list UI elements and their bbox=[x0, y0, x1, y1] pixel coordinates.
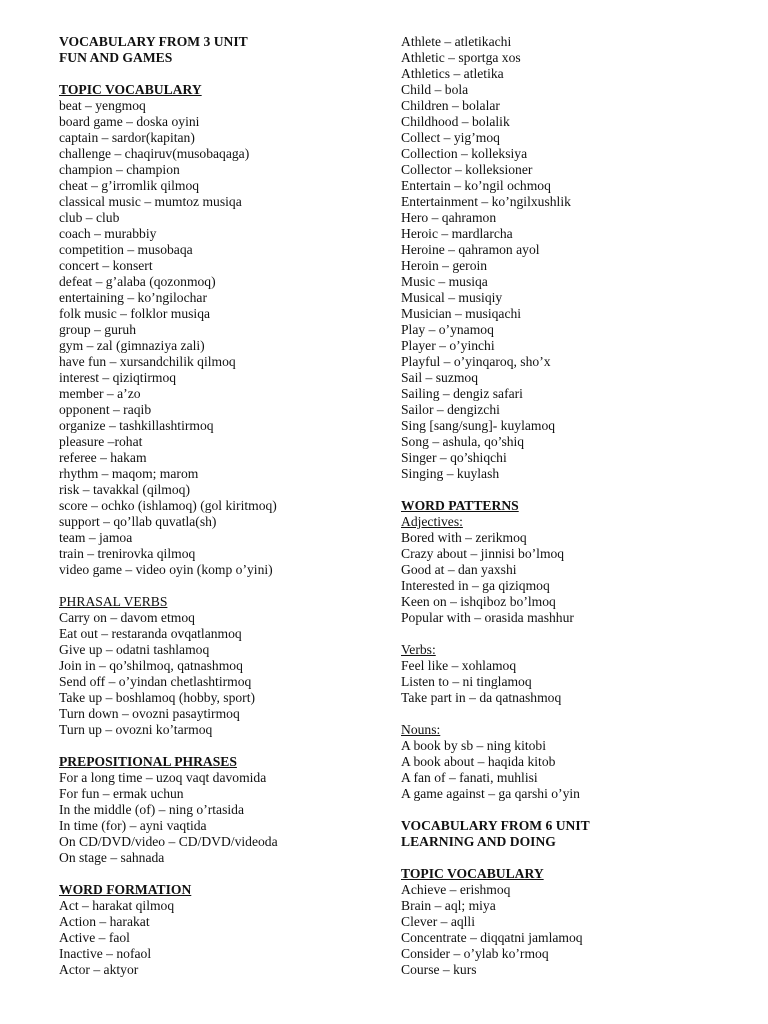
vocab-entry: Children – bolalar bbox=[401, 98, 500, 113]
vocab-entry: champion – champion bbox=[59, 162, 180, 177]
vocab-entry: Singer – qo’shiqchi bbox=[401, 450, 507, 465]
vocab-entry: Popular with – orasida mashhur bbox=[401, 610, 574, 625]
vocab-entry: coach – murabbiy bbox=[59, 226, 157, 241]
vocab-entry: Heroine – qahramon ayol bbox=[401, 242, 540, 257]
section-heading: Adjectives: bbox=[401, 514, 463, 529]
vocab-entry: risk – tavakkal (qilmoq) bbox=[59, 482, 190, 497]
spacer bbox=[59, 738, 379, 754]
vocab-entry: Play – o’ynamoq bbox=[401, 322, 494, 337]
vocab-entry: board game – doska oyini bbox=[59, 114, 200, 129]
vocab-entry: For a long time – uzoq vaqt davomida bbox=[59, 770, 267, 785]
vocab-entry: Music – musiqa bbox=[401, 274, 488, 289]
vocab-entry: Child – bola bbox=[401, 82, 469, 97]
vocab-entry: Heroic – mardlarcha bbox=[401, 226, 513, 241]
vocab-entry: concert – konsert bbox=[59, 258, 153, 273]
vocab-entry: interest – qiziqtirmoq bbox=[59, 370, 177, 385]
vocab-entry: Action – harakat bbox=[59, 914, 150, 929]
vocab-entry: Turn up – ovozni ko’tarmoq bbox=[59, 722, 213, 737]
vocab-entry: A book about – haqida kitob bbox=[401, 754, 556, 769]
vocab-entry: Sailor – dengizchi bbox=[401, 402, 500, 417]
vocab-entry: club – club bbox=[59, 210, 120, 225]
vocab-entry: Singing – kuylash bbox=[401, 466, 500, 481]
section-heading: PHRASAL VERBS bbox=[59, 594, 168, 609]
section-heading: PREPOSITIONAL PHRASES bbox=[59, 754, 237, 769]
vocab-entry: Collector – kolleksioner bbox=[401, 162, 533, 177]
vocab-entry: Eat out – restaranda ovqatlanmoq bbox=[59, 626, 242, 641]
vocab-entry: referee – hakam bbox=[59, 450, 147, 465]
spacer bbox=[401, 482, 741, 498]
vocab-entry: Heroin – geroin bbox=[401, 258, 488, 273]
vocab-entry: Course – kurs bbox=[401, 962, 477, 977]
spacer bbox=[401, 626, 741, 642]
vocab-entry: Listen to – ni tinglamoq bbox=[401, 674, 532, 689]
vocab-entry: challenge – chaqiruv(musobaqaga) bbox=[59, 146, 250, 161]
section-heading: LEARNING AND DOING bbox=[401, 834, 556, 849]
vocab-entry: team – jamoa bbox=[59, 530, 133, 545]
vocab-entry: Interested in – ga qiziqmoq bbox=[401, 578, 550, 593]
vocab-entry: In time (for) – ayni vaqtida bbox=[59, 818, 207, 833]
vocab-entry: A fan of – fanati, muhlisi bbox=[401, 770, 538, 785]
vocab-entry: Act – harakat qilmoq bbox=[59, 898, 175, 913]
section-heading: Verbs: bbox=[401, 642, 436, 657]
section-heading: TOPIC VOCABULARY bbox=[401, 866, 544, 881]
vocab-entry: Player – o’yinchi bbox=[401, 338, 495, 353]
vocab-entry: opponent – raqib bbox=[59, 402, 152, 417]
vocab-entry: Crazy about – jinnisi bo’lmoq bbox=[401, 546, 565, 561]
vocab-entry: beat – yengmoq bbox=[59, 98, 146, 113]
section-heading: TOPIC VOCABULARY bbox=[59, 82, 202, 97]
vocab-entry: classical music – mumtoz musiqa bbox=[59, 194, 242, 209]
vocab-entry: rhythm – maqom; marom bbox=[59, 466, 199, 481]
vocab-entry: captain – sardor(kapitan) bbox=[59, 130, 195, 145]
vocab-entry: competition – musobaqa bbox=[59, 242, 193, 257]
vocab-entry: Sailing – dengiz safari bbox=[401, 386, 523, 401]
vocab-entry: Playful – o’yinqaroq, sho’x bbox=[401, 354, 551, 369]
vocab-entry: Musical – musiqiy bbox=[401, 290, 503, 305]
vocab-entry: Athletics – atletika bbox=[401, 66, 504, 81]
section-heading: WORD PATTERNS bbox=[401, 498, 519, 513]
vocab-entry: Active – faol bbox=[59, 930, 130, 945]
vocab-entry: Send off – o’yindan chetlashtirmoq bbox=[59, 674, 252, 689]
vocab-entry: group – guruh bbox=[59, 322, 137, 337]
spacer bbox=[401, 850, 741, 866]
vocab-entry: Achieve – erishmoq bbox=[401, 882, 511, 897]
vocab-entry: In the middle (of) – ning o’rtasida bbox=[59, 802, 244, 817]
vocab-entry: Take up – boshlamoq (hobby, sport) bbox=[59, 690, 256, 705]
vocab-entry: Childhood – bolalik bbox=[401, 114, 510, 129]
vocab-entry: Good at – dan yaxshi bbox=[401, 562, 517, 577]
vocab-entry: Carry on – davom etmoq bbox=[59, 610, 195, 625]
vocab-entry: Entertainment – ko’ngilxushlik bbox=[401, 194, 571, 209]
vocab-entry: Clever – aqlli bbox=[401, 914, 475, 929]
vocab-entry: Collection – kolleksiya bbox=[401, 146, 528, 161]
vocab-entry: Feel like – xohlamoq bbox=[401, 658, 517, 673]
vocab-entry: Hero – qahramon bbox=[401, 210, 497, 225]
vocab-entry: pleasure –rohat bbox=[59, 434, 143, 449]
vocab-entry: Athletic – sportga xos bbox=[401, 50, 521, 65]
vocab-entry: gym – zal (gimnaziya zali) bbox=[59, 338, 205, 353]
vocab-entry: Athlete – atletikachi bbox=[401, 34, 512, 49]
vocab-entry: train – trenirovka qilmoq bbox=[59, 546, 196, 561]
vocab-entry: Brain – aql; miya bbox=[401, 898, 496, 913]
vocab-entry: Musician – musiqachi bbox=[401, 306, 522, 321]
section-heading: Nouns: bbox=[401, 722, 441, 737]
spacer bbox=[401, 706, 741, 722]
vocab-entry: Inactive – nofaol bbox=[59, 946, 152, 961]
section-heading: WORD FORMATION bbox=[59, 882, 192, 897]
vocab-entry: member – a’zo bbox=[59, 386, 141, 401]
vocab-entry: cheat – g’irromlik qilmoq bbox=[59, 178, 200, 193]
vocab-entry: Concentrate – diqqatni jamlamoq bbox=[401, 930, 583, 945]
vocab-entry: video game – video oyin (komp o’yini) bbox=[59, 562, 273, 577]
spacer bbox=[59, 866, 379, 882]
vocab-entry: Actor – aktyor bbox=[59, 962, 139, 977]
vocab-entry: Consider – o’ylab ko’rmoq bbox=[401, 946, 549, 961]
vocab-entry: A book by sb – ning kitobi bbox=[401, 738, 547, 753]
vocab-entry: Sail – suzmoq bbox=[401, 370, 479, 385]
section-heading: VOCABULARY FROM 6 UNIT bbox=[401, 818, 590, 833]
vocab-entry: Keen on – ishqiboz bo’lmoq bbox=[401, 594, 556, 609]
vocab-entry: Join in – qo’shilmoq, qatnashmoq bbox=[59, 658, 243, 673]
left-column bbox=[59, 34, 379, 978]
vocab-entry: Bored with – zerikmoq bbox=[401, 530, 527, 545]
vocab-entry: A game against – ga qarshi o’yin bbox=[401, 786, 580, 801]
spacer bbox=[401, 802, 741, 818]
section-heading: FUN AND GAMES bbox=[59, 50, 173, 65]
vocab-entry: Give up – odatni tashlamoq bbox=[59, 642, 210, 657]
vocab-entry: defeat – g’alaba (qozonmoq) bbox=[59, 274, 216, 289]
vocab-entry: Sing [sang/sung]- kuylamoq bbox=[401, 418, 556, 433]
spacer bbox=[59, 66, 379, 82]
right-column bbox=[401, 34, 741, 978]
vocab-entry: entertaining – ko’ngilochar bbox=[59, 290, 207, 305]
vocab-entry: On stage – sahnada bbox=[59, 850, 165, 865]
vocab-entry: folk music – folklor musiqa bbox=[59, 306, 211, 321]
vocab-entry: score – ochko (ishlamoq) (gol kiritmoq) bbox=[59, 498, 277, 513]
vocab-entry: Song – ashula, qo’shiq bbox=[401, 434, 525, 449]
vocab-entry: have fun – xursandchilik qilmoq bbox=[59, 354, 236, 369]
spacer bbox=[59, 578, 379, 594]
vocab-entry: On CD/DVD/video – CD/DVD/videoda bbox=[59, 834, 278, 849]
vocab-entry: Collect – yig’moq bbox=[401, 130, 500, 145]
vocab-entry: Entertain – ko’ngil ochmoq bbox=[401, 178, 551, 193]
vocab-entry: Turn down – ovozni pasaytirmoq bbox=[59, 706, 240, 721]
section-heading: VOCABULARY FROM 3 UNIT bbox=[59, 34, 248, 49]
vocab-entry: Take part in – da qatnashmoq bbox=[401, 690, 562, 705]
vocab-entry: organize – tashkillashtirmoq bbox=[59, 418, 214, 433]
vocab-entry: support – qo’llab quvatla(sh) bbox=[59, 514, 217, 529]
vocab-entry: For fun – ermak uchun bbox=[59, 786, 184, 801]
